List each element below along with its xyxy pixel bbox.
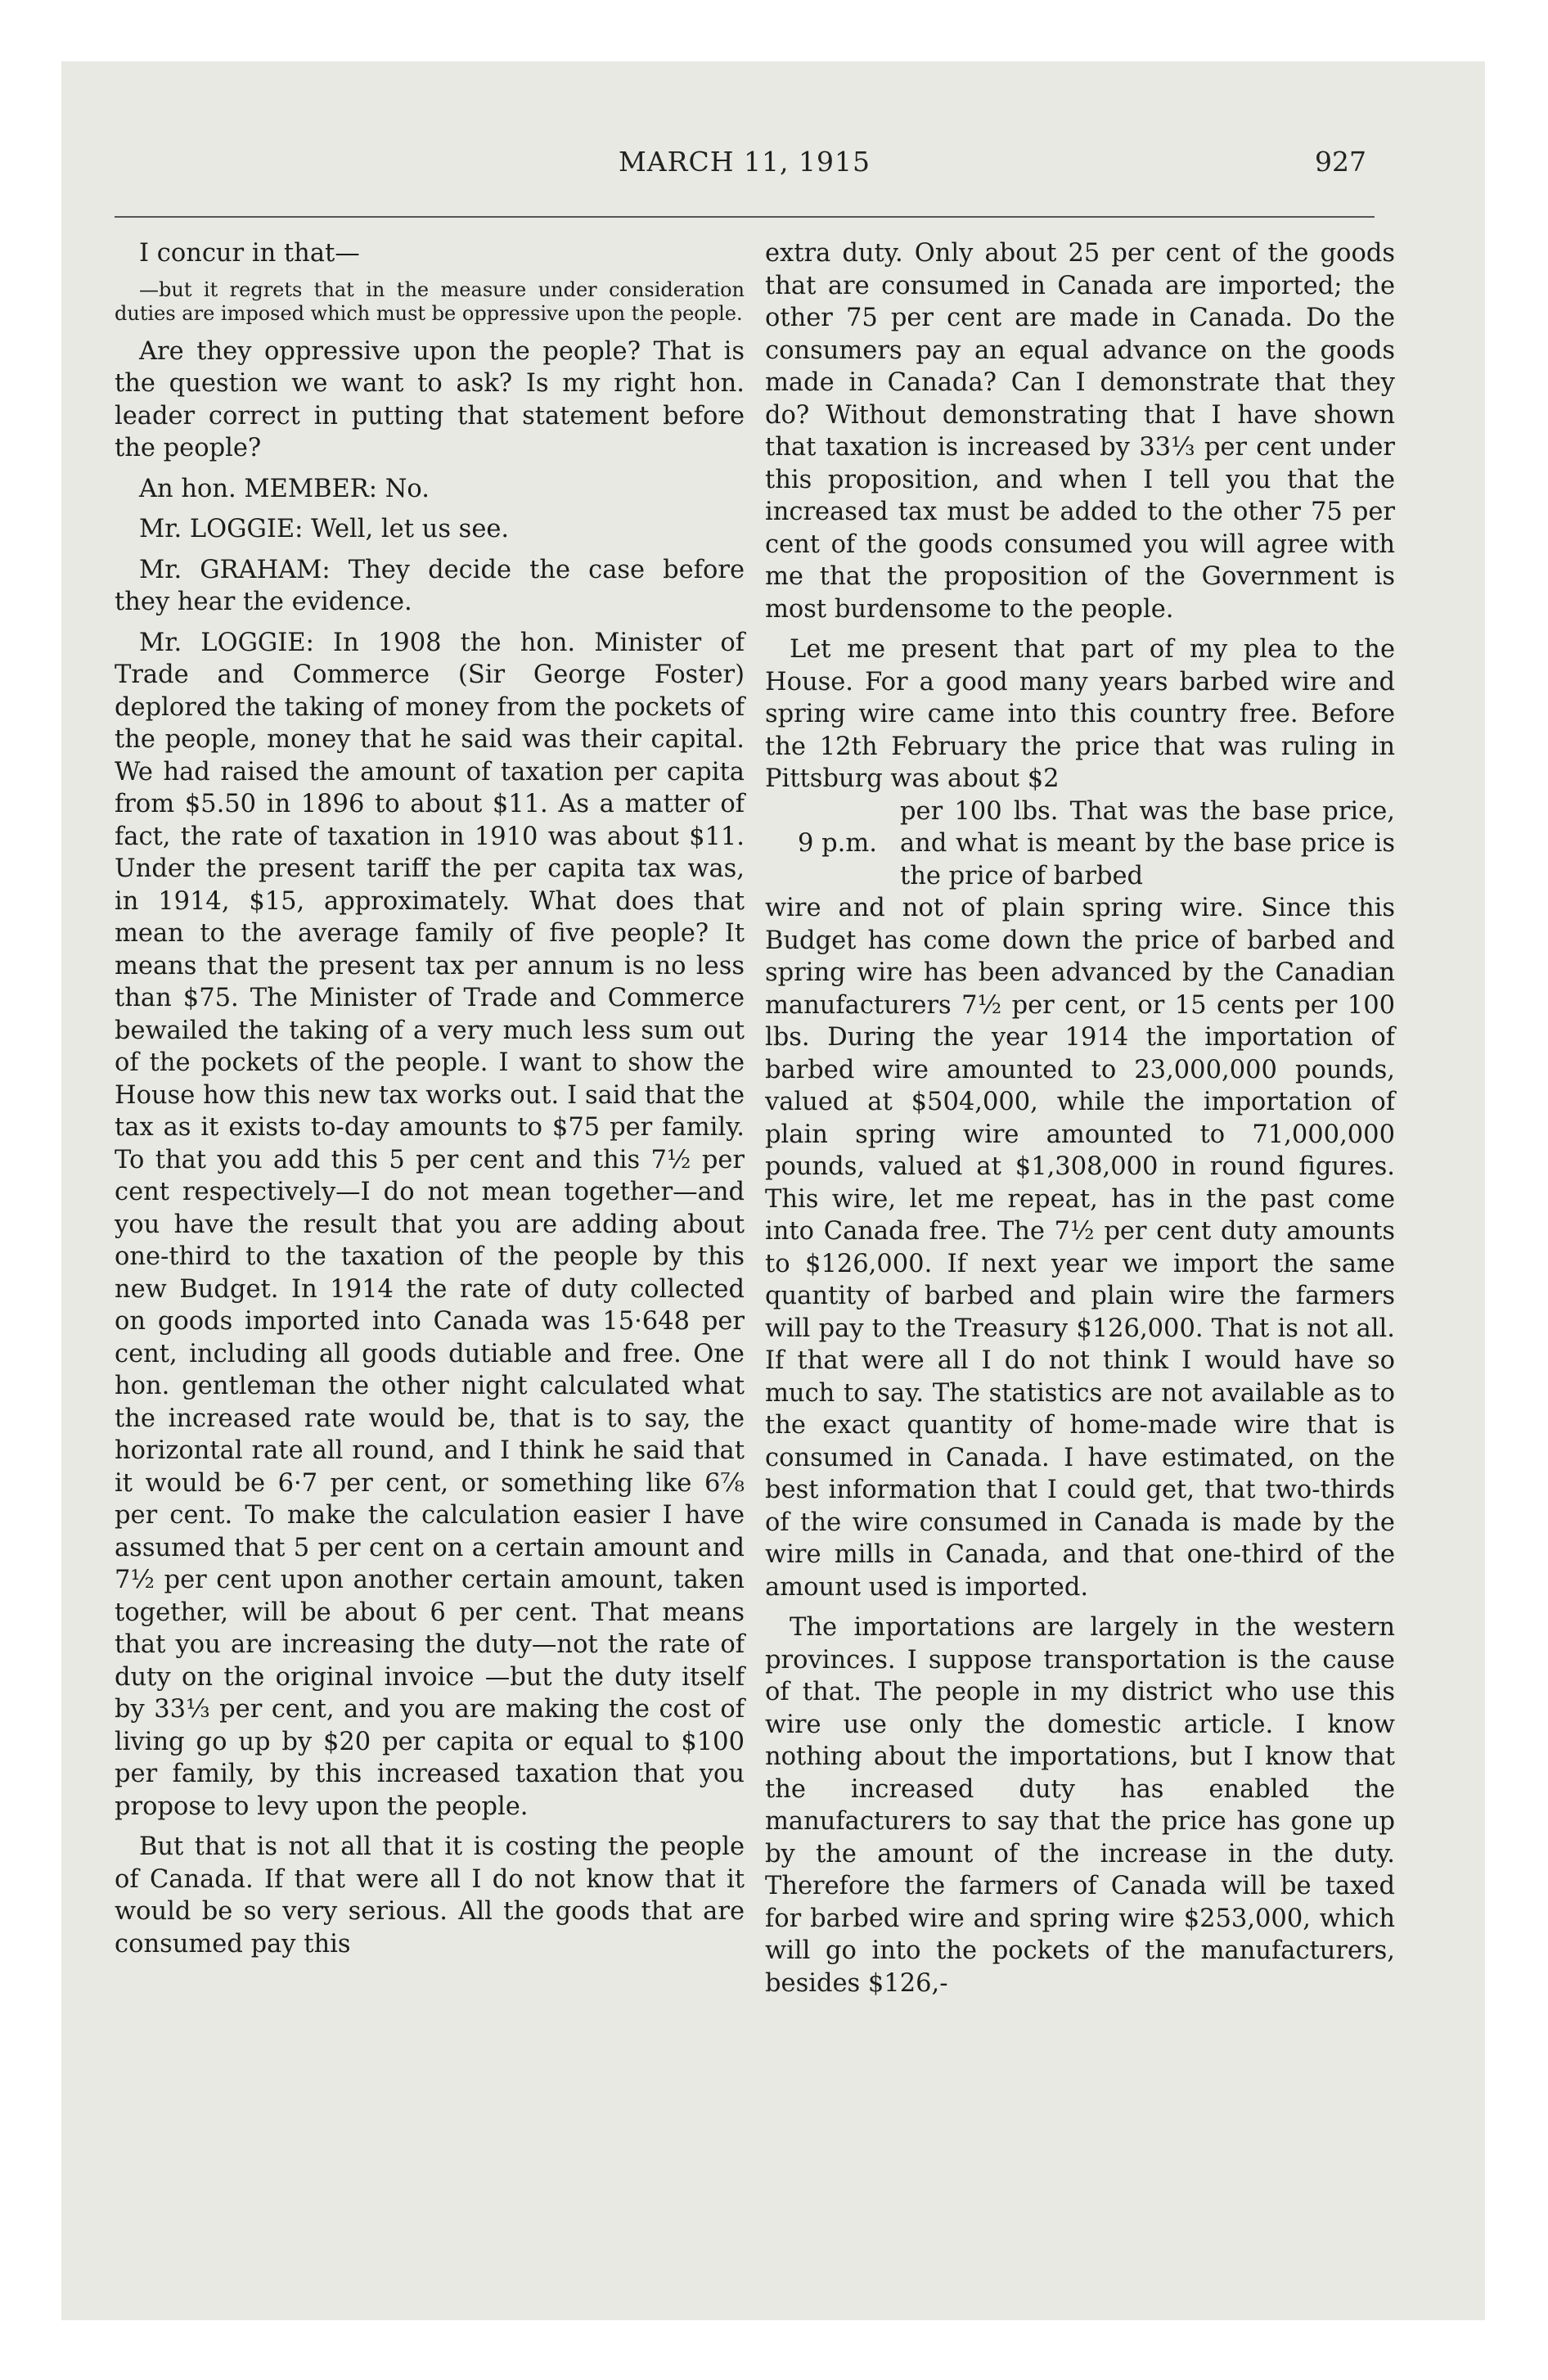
speaker-line: Mr. LOGGIE: Well, let us see. — [139, 515, 510, 543]
header-rule — [115, 216, 1375, 218]
right-column — [765, 237, 1395, 2300]
speaker-line: An hon. MEMBER: No. — [139, 474, 430, 503]
page-header — [115, 146, 1375, 192]
paragraph: The importations are largely in the western provinces. I suppose transportation is the cause of that. The people in my district who use this wire use only the domestic article. I know nothing about the importations, but I know that the increased duty has enabled the manufacturers to say that the price has gone up by the amount of the increase in the duty. Therefore the farmers of Canada will be taxed for barbed wire and spring wire $253,000, which will go into the pockets of the manufacturers, besides $126,- — [765, 1613, 1395, 1998]
left-column — [115, 237, 745, 2300]
paragraph: Let me present that part of my plea to the House. For a good many years barbed wire and spring wire came into this country free. Before the 12th February the price that was ruling in Pittsburg was about $2 — [765, 635, 1395, 793]
paragraph: But that is not all that it is costing the people of Canada. If that were all I do not know that it would be so very serious. All the goods that are consumed pay this — [115, 1832, 745, 1959]
speaker-line: Mr. GRAHAM: They decide the case before they hear the evidence. — [115, 555, 745, 616]
speech-paragraph: Mr. LOGGIE: In 1908 the hon. Minister of Trade and Commerce (Sir George Foster) deplored the taking of money from the pockets of the people, money that he said was their capital. We had raised the amount of taxation per capita from $5.50 in 1896 to about $11. As a matter of fact, the rate of taxation in 1910 was about $11. Under the present tariff the per capita tax was, in 1914, $15, approximately. What does that mean to the average family of five people? It means that the present tax per annum is no less than $75. The Minister of Trade and Commerce bewailed the taking of a very much less sum out of the pockets of the people. I want to show the House how this new tax works out. I said that the tax as it exists to-day amounts to $75 per family. To that you add this 5 per cent and this 7½ per cent respectively—I do not mean together—and you have the result that you are adding about one-third to the taxation of the people by this new Budget. In 1914 the rate of duty collected on goods imported into Canada was 15·648 per cent, including all goods dutiable and free. One hon. gentleman the other night calculated what the increased rate would be, that is to say, the horizontal rate all round, and I think he said that it would be 6·7 per cent, or something like 6⅞ per cent. To make the calculation easier I have assumed that 5 per cent on a certain amount and 7½ per cent upon another certain amount, taken together, will be about 6 per cent. That means that you are increasing the duty—not the rate of duty on the original invoice —but the duty itself by 33⅓ per cent, and you are making the cost of living go up by $20 per capita or equal to $100 per family, by this increased taxation that you propose to levy upon the people. — [115, 628, 745, 1821]
header-date: MARCH 11, 1915 — [619, 146, 871, 178]
paragraph: wire and not of plain spring wire. Since this Budget has come down the price of barbed and spring wire has been advanced by the Canadian manufacturers 7½ per cent, or 15 cents per 100 lbs. During the year 1914 the importation of barbed wire amounted to 23,000,000 pounds, valued at $504,000, while the importation of plain spring wire amounted to 71,000,000 pounds, valued at $1,308,000 in round figures. This wire, let me repeat, has in the past come into Canada free. The 7½ per cent duty amounts to $126,000. If next year we import the same quantity of barbed and plain wire the farmers will pay to the Treasury $126,000. That is not all. If that were all I do not think I would have so much to say. The statistics are not available as to the exact quantity of home-made wire that is consumed in Canada. I have estimated, on the best information that I could get, that two-thirds of the wire consumed in Canada is made by the wire mills in Canada, and that one-third of the amount used is imported. — [765, 894, 1395, 1602]
paragraph: extra duty. Only about 25 per cent of the goods that are consumed in Canada are imported; the other 75 per cent are made in Canada. Do the consumers pay an equal advance on the goods made in Canada? Can I demonstrate that they do? Without demonstrating that I have shown that taxation is increased by 33⅓ per cent under this proposition, and when I tell you that the increased tax must be added to the other 75 per cent of the goods consumed you will agree with me that the proposition of the Government is most burdensome to the people. — [765, 239, 1395, 624]
paragraph: I concur in that— — [139, 239, 360, 268]
time-marker-block — [765, 796, 1395, 893]
page-number: 927 — [1315, 146, 1366, 178]
quoted-text: —but it regrets that in the measure under consideration duties are imposed which must be oppressive upon the people. — [115, 277, 745, 325]
time-marker: 9 p.m. — [798, 828, 877, 858]
paragraph: per 100 lbs. That was the base price, and what is meant by the base price is the price of barbed — [900, 796, 1395, 890]
paragraph: Are they oppressive upon the people? That is the question we want to ask? Is my right hon. leader correct in putting that statement before the people? — [115, 336, 745, 462]
